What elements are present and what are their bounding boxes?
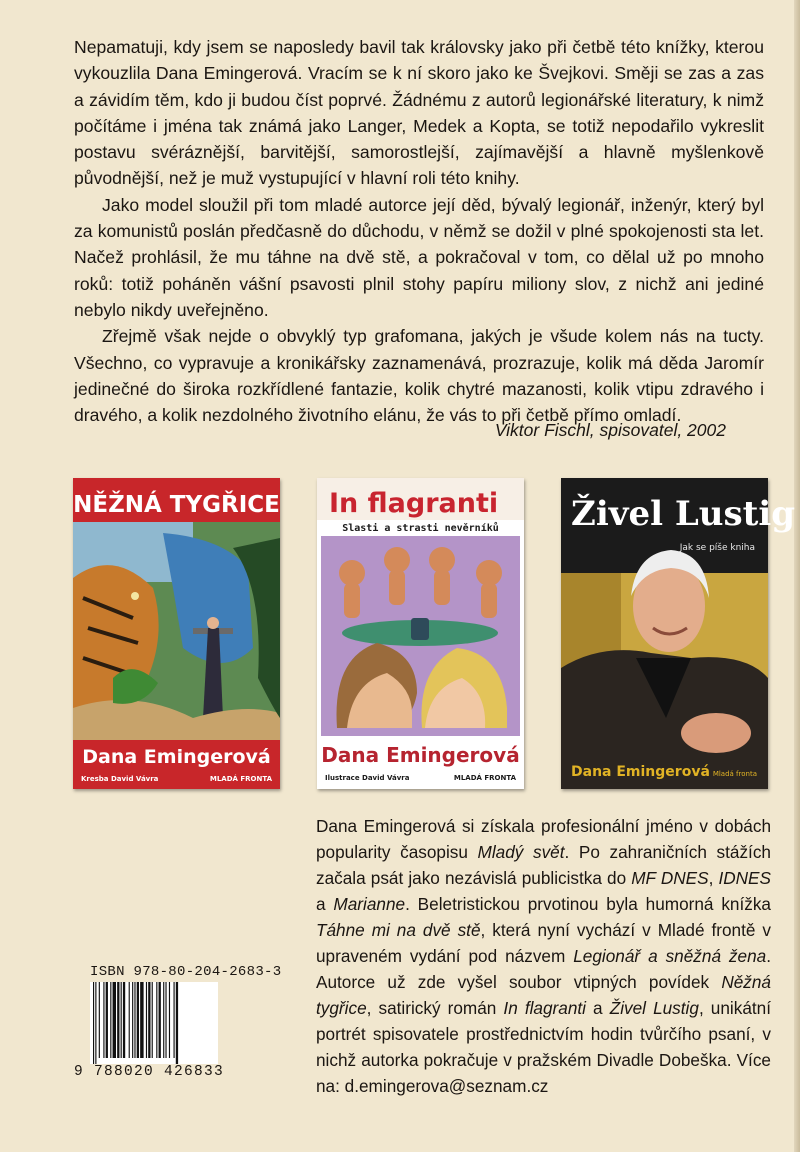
isbn-digits: 9 788020 426833 xyxy=(74,1064,225,1080)
book3-author: Dana Emingerová xyxy=(571,764,710,780)
bio-text: a xyxy=(316,894,334,914)
bio-italic: Marianne xyxy=(333,894,406,914)
book2-author: Dana Emingerová xyxy=(321,743,520,767)
bio-italic: Táhne mi na dvě stě xyxy=(316,920,481,940)
barcode-bar xyxy=(148,982,150,1058)
barcode-bar xyxy=(129,982,130,1058)
barcode-bar xyxy=(134,982,135,1058)
barcode-bar xyxy=(163,982,164,1058)
isbn-barcode xyxy=(90,982,218,1064)
barcode-bar xyxy=(140,982,143,1058)
quote-paragraph-3: Zřejmě však nejde o obvyklý typ grafomana, jakých je všude kolem nás na tucty. Všechno, co vypravuje a kronikářsky zaznamenává, prozrazuje, kolik má děda Jaromír jedinečné do široka rozkřídlené fantazie, kolik chytré mazanosti, kolik vtipu zdravého i dravého, a kolik nezdolného životního elánu, že vás to při četbě přímo omladí. xyxy=(74,326,764,426)
barcode-bar xyxy=(146,982,147,1058)
bio-italic: Mladý svět xyxy=(477,842,565,862)
barcode-bar xyxy=(156,982,157,1058)
book2-subtitle: Slasti a strasti nevěrníků xyxy=(342,523,499,534)
quote-signature: Viktor Fischl, spisovatel, 2002 xyxy=(494,420,726,440)
book2-illustration xyxy=(321,536,520,736)
barcode-bar xyxy=(165,982,166,1058)
barcode-bar xyxy=(93,982,94,1064)
bio-text: , satirický román xyxy=(366,998,504,1018)
bio-italic: IDNES xyxy=(718,868,771,888)
book-cover-nezna-tygrice xyxy=(73,478,280,789)
barcode-bar xyxy=(121,982,122,1058)
book3-subtitle: Jak se píše kniha xyxy=(679,543,755,553)
quote-paragraph-1: Nepamatuji, kdy jsem se naposledy bavil tak královsky jako při četbě této knížky, kterou vykouzlila Dana Emingerová. Vracím se k ní skoro jako ke Švejkovi. Směji se zas a zas a závidím těm, kdo ji budou číst poprvé. Žádnému z autorů legionářské literatury, k nimž počítáme i jména tak známá jako Langer, Medek a Kopta, se totiž nepodařilo vykreslit postavu svéráznější, barvitější, samorostlejší, zajímavější a hlavně myšlenkově původnější, než je muž vystupující v hlavní roli této knihy. xyxy=(74,37,764,189)
barcode-background xyxy=(90,982,218,1064)
book1-credit: Kresba David Vávra xyxy=(81,775,159,783)
bio-italic: MF DNES xyxy=(631,868,709,888)
bio-text: Dana Emingerová si získala profesionální jméno v dobách popularity časopisu xyxy=(316,816,771,862)
barcode-bar xyxy=(152,982,153,1058)
book-cover-zivel-lustig xyxy=(561,478,796,789)
book1-author: Dana Emingerová xyxy=(82,746,271,768)
barcode-bar xyxy=(174,982,175,1058)
book2-credit: Ilustrace David Vávra xyxy=(325,774,410,782)
barcode-bar xyxy=(110,982,111,1058)
bio-italic: In flagranti xyxy=(503,998,586,1018)
barcode-bar xyxy=(123,982,125,1058)
book1-illustration xyxy=(73,522,280,740)
bio-text: , xyxy=(708,868,719,888)
bio-italic: Legionář a sněžná žena xyxy=(573,946,767,966)
bio-text: a xyxy=(585,998,610,1018)
bio-text: . Autorce už zde vyšel soubor vtipných povídek xyxy=(316,946,771,992)
book2-publisher: MLADÁ FRONTA xyxy=(453,774,516,782)
book1-publisher: MLADÁ FRONTA xyxy=(209,775,272,783)
book3-title: Živel Lustig xyxy=(571,494,796,534)
barcode-bar xyxy=(132,982,133,1058)
barcode-bar xyxy=(169,982,170,1058)
barcode-bar xyxy=(95,982,96,1064)
barcode-bar xyxy=(159,982,161,1058)
book2-title: In flagranti xyxy=(329,488,499,519)
bio-text: . Po zahraničních stážích začala psát jako nezávislá publicistka do xyxy=(316,842,771,888)
book1-title: NĚŽNÁ TYGŘICE xyxy=(73,492,280,518)
barcode-bar xyxy=(106,982,108,1058)
bio-italic: Živel Lustig xyxy=(609,998,699,1018)
author-bio xyxy=(316,813,771,1099)
book3-publisher: Mladá fronta xyxy=(712,770,757,778)
isbn-label: ISBN 978-80-204-2683-3 xyxy=(90,964,282,980)
barcode-bar xyxy=(176,982,178,1064)
barcode-bar xyxy=(113,982,116,1058)
quote-paragraph-2: Jako model sloužil při tom mladé autorce její děd, bývalý legionář, inženýr, který byl za komunistů poslán předčasně do důchodu, v němž se dožil v plné spokojenosti sta let. Načež prohlásil, že mu táhne na dvě stě, a pokračoval v tom, co dělal už po mnoho roků: totiž poháněn vášní psavosti plnil stohy papíru miliony slov, z nichž ani jediné nebylo nikdy uveřejněno. xyxy=(74,194,764,320)
bio-text: , která nyní vychází v Mladé frontě v upraveném vydání pod názvem xyxy=(316,920,771,966)
book3-portrait-photo xyxy=(561,550,768,789)
bio-text: , unikátní portrét spisovatele prostřednictvím hodin tvůrčího psaní, v nichž autorka pokračuje v pražském Divadle Dobeška. Více na: d.emingerova@seznam.cz xyxy=(316,998,771,1096)
barcode-bar xyxy=(103,982,104,1058)
barcode-bar xyxy=(117,982,119,1058)
cover-edge xyxy=(794,0,800,1152)
barcode-bar xyxy=(137,982,139,1058)
book-cover-in-flagranti xyxy=(317,478,524,789)
bio-text: . Beletristickou prvotinou byla humorná knížka xyxy=(405,894,771,914)
review-quote xyxy=(74,34,764,428)
bio-italic: Něžná tygřice xyxy=(316,972,771,1018)
barcode-bar xyxy=(99,982,100,1058)
